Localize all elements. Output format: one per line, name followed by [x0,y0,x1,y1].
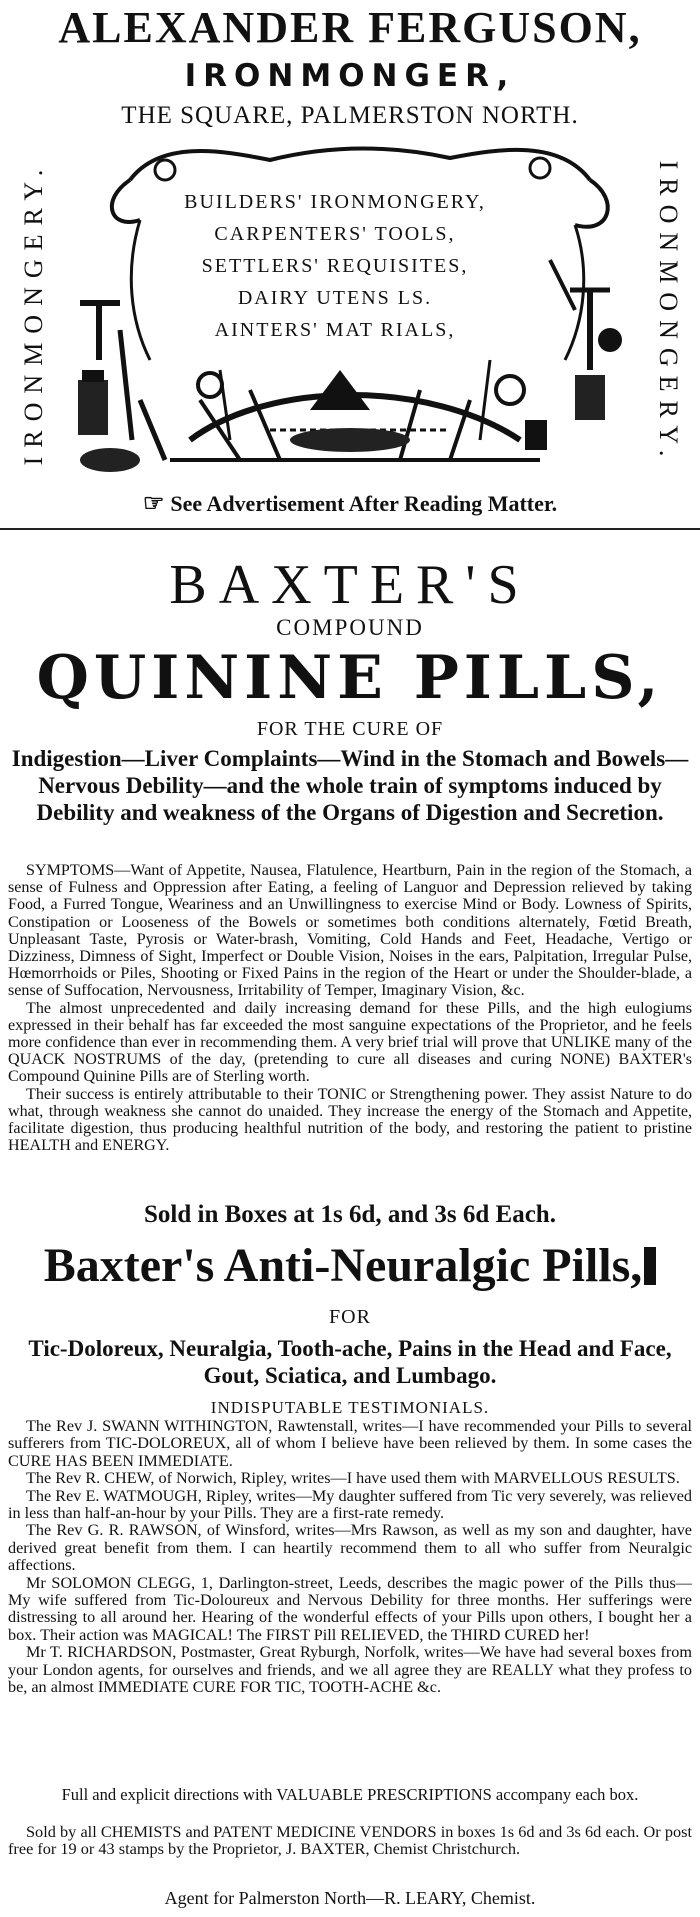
ferguson-item: AINTERS' MAT RIALS, [214,319,456,341]
agent-line: Agent for Palmerston North—R. LEARY, Chemist. [164,1888,536,1908]
pointing-hand-icon: ☞ [142,491,165,517]
anti-neuralgic-title [0,1238,700,1293]
success-paragraph: Their success is entirely attributable to their TONIC or Strengthening power. They assist Nature to do what, through weakness she cannot do unaided. They increase the energy of the Stomach and Appetite, facilitate digestion, thus producing healthful nutrition of the body, and restoring the patient to pristine HEALTH and ENERGY. [8,1085,692,1155]
ferguson-item: DAIRY UTENS LS. [237,287,433,309]
testimonials-list [8,1418,692,1697]
ferguson-trade: IRONMONGER, [184,58,516,94]
full-directions-line: Full and explicit directions with VALUABLE PRESCRIPTIONS accompany each box. [61,1785,639,1804]
baxter-compound: COMPOUND [276,615,424,640]
neuralgic-for: FOR [329,1306,371,1328]
neuralgic-cures: Tic-Doloreux, Neuralgia, Tooth-ache, Pains in the Head and Face, Gout, Sciatica, and Lumbago. [28,1336,672,1388]
sold-by-paragraph [8,1823,692,1858]
quinine-pills-title: QUININE PILLS, [36,643,664,713]
ferguson-address: THE SQUARE, PALMERSTON NORTH. [121,102,579,129]
sold-by-text: Sold by all CHEMISTS and PATENT MEDICINE VENDORS in boxes 1s 6d and 3s 6d each. Or post free for 19 or 43 stamps by the Proprietor, J. BAXTER, Chemist Christchurch. [8,1822,692,1859]
testimonials-heading: INDISPUTABLE TESTIMONIALS. [210,1398,490,1417]
ferguson-name: ALEXANDER FERGUSON, [58,3,642,52]
side-right-text: IRONMONGERY. [654,160,683,466]
for-the-cure-of: FOR THE CURE OF [256,718,444,740]
ferguson-item: BUILDERS' IRONMONGERY, [184,191,486,213]
see-advertisement-line [0,489,700,518]
quinine-body [8,862,692,1154]
ferguson-item: SETTLERS' REQUISITES, [201,255,469,277]
section-divider [0,528,700,530]
ferguson-items [150,186,520,346]
baxter-name: BAXTER'S [169,554,531,616]
testimonial: The Rev J. SWANN WITHINGTON, Rawtenstall, writes—I have recommended your Pills to several sufferers from TIC-DOLOREUX, all of whom I believe have been relieved by them. In some cases the CURE HAS BEEN IMMEDIATE. [8,1417,692,1470]
see-advertisement-text: See Advertisement After Reading Matter. [170,491,558,516]
quinine-sold-line: Sold in Boxes at 1s 6d, and 3s 6d Each. [144,1201,556,1228]
testimonial: The Rev E. WATMOUGH, Ripley, writes—My daughter suffered from Tic very severely, was relieved in less than half-an-hour by your Pills. They are a first-rate remedy. [8,1486,692,1523]
testimonial: The Rev R. CHEW, of Norwich, Ripley, writes—I have used them with MARVELLOUS RESULTS. [26,1469,680,1488]
ink-block-mark [644,1247,656,1285]
symptoms-paragraph: SYMPTOMS—Want of Appetite, Nausea, Flatulence, Heartburn, Pain in the region of the Stomach, a sense of Fulness and Oppression after Eating, a feeling of Languor and Depression relieved by taking Food, a Furred Tongue, Weariness and an Unwillingness to exercise Mind or Body. Lowness of Spirits, Constipation or Looseness of the Bowels or sometimes both conditions alternately, Fœtid Breath, Unpleasant Taste, Pyrosis or Water-brash, Vomiting, Cold Hands and Feet, Headache, Vertigo or Dizziness, Dimness of Sight, Imperfect or Double Vision, Noises in the ears, Palpitation, Irregular Pulse, Hœmorrhoids or Piles, Shooting or Fixed Pains in the region of the Heart or under the Shoulder-blade, a sense of Suffocation, Nervousness, Irritability of Temper, Imaginary Vision, &c. [8,862,692,1000]
demand-paragraph: The almost unprecedented and daily increasing demand for these Pills, and the high eulogiums expressed in their behalf has far exceeded the most sanguine expectations of the Proprietor, and he feels more confidence than ever in recommending them. A very brief trial will prove that UNLIKE many of the QUACK NOSTRUMS of the day, (pretending to cure all diseases and curing NONE) BAXTER's Compound Quinine Pills are of Sterling worth. [8,999,692,1086]
ferguson-item: CARPENTERS' TOOLS, [214,223,456,245]
quinine-indications: Indigestion—Liver Complaints—Wind in the Stomach and Bowels—Nervous Debility—and the whole train of symptoms induced by Debility and weakness of the Organs of Digestion and Secretion. [11,746,689,825]
anti-neuralgic-title-text: Baxter's Anti-Neuralgic Pills, [43,1239,643,1292]
ironmongery-side-left [14,148,54,478]
side-left-text: IRONMONGERY. [19,160,48,466]
ironmongery-side-right [648,148,688,478]
testimonial: Mr T. RICHARDSON, Postmaster, Great Ryburgh, Norfolk, writes—We have had several boxes from your London agents, for ourselves and friends, and we all agree they are REALLY what they profess to be, an almost IMMEDIATE CURE FOR TIC, TOOTH-ACHE &c. [8,1643,692,1697]
testimonial: The Rev G. R. RAWSON, of Winsford, writes—Mrs Rawson, as well as my son and daughter, have derived great benefit from them. I can heartily recommend them to all who suffer from Neuralgic affections. [8,1521,692,1575]
testimonial: Mr SOLOMON CLEGG, 1, Darlington-street, Leeds, describes the magic power of the Pills thus—My wife suffered from Tic-Doloureux and Nervous Debility for three months. Her sufferings were distressing to all around her. Hearing of the wonderful effects of your Pills upon others, I bought her a box. Their action was MAGICAL! The FIRST Pill RELIEVED, the THIRD CURED her! [8,1573,692,1644]
